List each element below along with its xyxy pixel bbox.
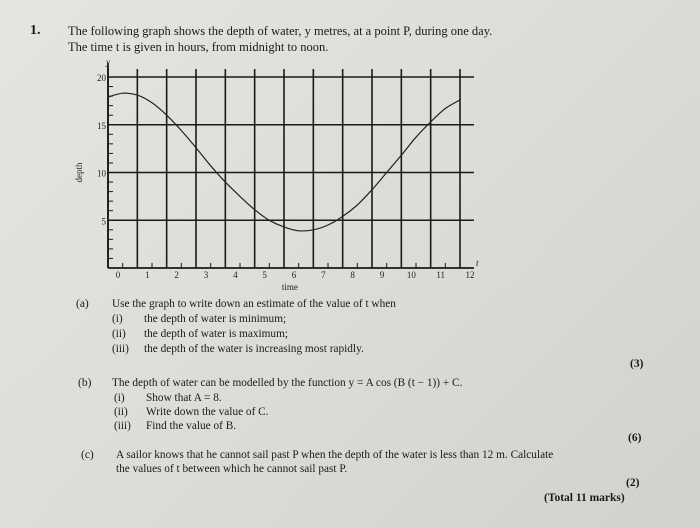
part-c-line-1: A sailor knows that he cannot sail past P when the depth of the water is less than 12 m. Calculate: [116, 449, 554, 461]
y-tick-label: 10: [97, 168, 106, 179]
part-c-line-2: the values of t between which he cannot sail past P.: [116, 463, 348, 475]
y-axis-title: depth: [74, 162, 84, 183]
part-b-item-num: (iii): [114, 420, 131, 432]
part-c-marks: (2): [626, 477, 640, 489]
part-a-text: Use the graph to write down an estimate of the value of t when: [112, 298, 396, 310]
total-marks: (Total 11 marks): [544, 492, 625, 504]
part-a-item-text: the depth of water is maximum;: [144, 328, 289, 340]
question-number: 1.: [30, 23, 41, 38]
part-b-marks: (6): [628, 432, 642, 444]
y-tick-label: 5: [101, 216, 106, 227]
part-a-item-text: the depth of the water is increasing most rapidly.: [144, 343, 364, 355]
part-c-label: (c): [81, 449, 94, 461]
part-b-item-text: Find the value of B.: [146, 420, 237, 432]
part-b-item-text: Show that A = 8.: [146, 392, 222, 404]
part-a-label: (a): [76, 298, 89, 310]
x-axis-title: time: [281, 282, 298, 292]
x-tick-label: 10: [406, 270, 416, 280]
intro-line-1: The following graph shows the depth of water, y metres, at a point P, during one day.: [68, 24, 493, 38]
intro-line-2: The time t is given in hours, from midnight to noon.: [68, 40, 329, 54]
x-tick-label: 8: [350, 270, 355, 280]
y-tick-label: 20: [97, 73, 106, 83]
x-tick-label: 0: [115, 270, 121, 280]
part-a-item-num: (ii): [112, 328, 126, 340]
x-tick-label: 11: [436, 270, 446, 280]
part-a-item-text: the depth of water is minimum;: [144, 313, 287, 325]
part-b-text: The depth of water can be modelled by the function y = A cos (B (t − 1)) + C.: [112, 377, 463, 389]
part-a-item-num: (iii): [112, 343, 129, 355]
x-tick-label: 7: [321, 270, 326, 280]
x-axis-symbol: t: [476, 258, 479, 268]
x-tick-label: 4: [233, 270, 238, 280]
y-axis-symbol: y: [106, 57, 110, 67]
x-tick-label: 3: [203, 270, 209, 280]
part-a-marks: (3): [630, 358, 644, 370]
x-tick-label: 2: [174, 270, 179, 280]
part-b-item-text: Write down the value of C.: [146, 406, 269, 418]
x-tick-label: 1: [145, 270, 150, 280]
y-tick-label: 15: [97, 120, 106, 131]
x-tick-label: 9: [379, 270, 385, 280]
part-b-item-num: (ii): [114, 406, 128, 418]
x-tick-label: 12: [465, 270, 475, 280]
part-a-item-num: (i): [112, 313, 123, 325]
x-tick-label: 5: [262, 270, 267, 280]
part-b-item-num: (i): [114, 392, 125, 404]
x-tick-label: 6: [291, 270, 297, 280]
part-b-label: (b): [78, 377, 92, 389]
